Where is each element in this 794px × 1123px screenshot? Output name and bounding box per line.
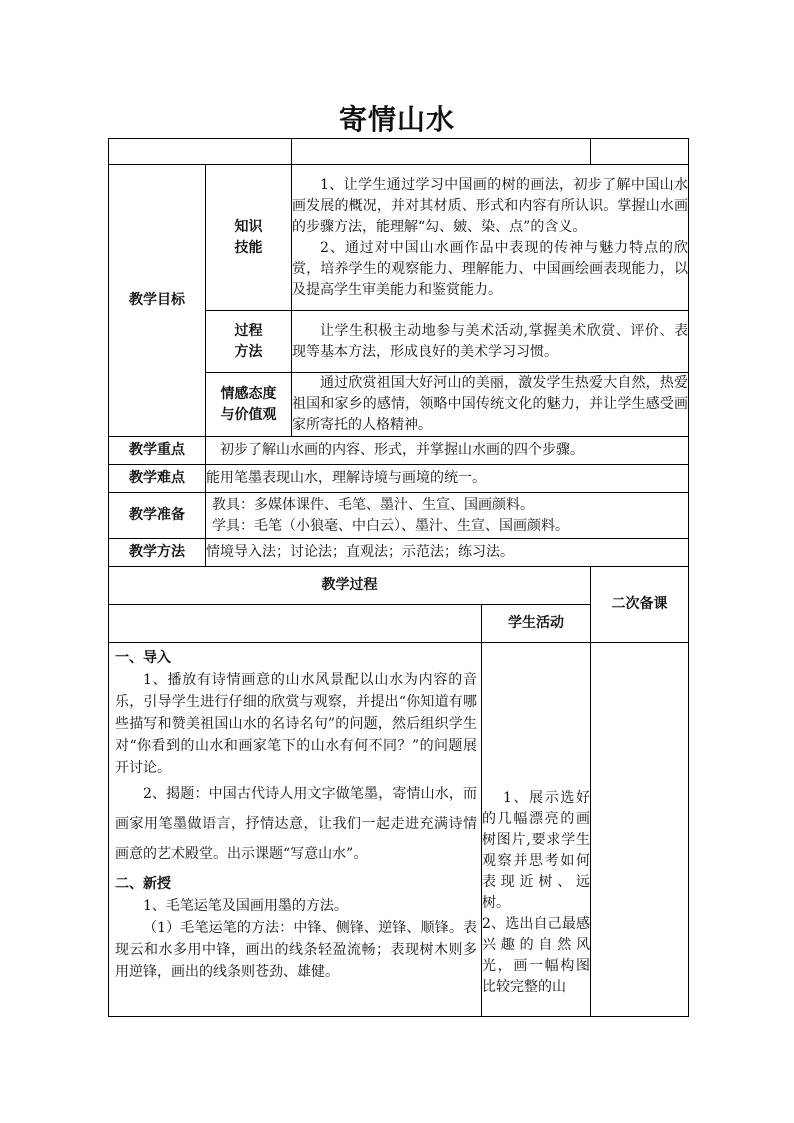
objectives-label: 教学目标 — [109, 165, 206, 437]
methods-row — [109, 539, 689, 567]
emotion-text — [292, 373, 689, 437]
methods-label: 教学方法 — [109, 539, 206, 567]
new-para-1: 1、毛笔运笔及国画用墨的方法。 — [143, 898, 348, 914]
preparation-teacher: 教具：多媒体课件、毛笔、墨汁、生宣、国画颜料。 — [212, 496, 534, 513]
methods-text: 情境导入法；讨论法；直观法；示范法；练习法。 — [206, 539, 689, 567]
section-new-title: 二、新授 — [115, 876, 171, 892]
blank-header-row — [109, 139, 689, 165]
blank-cell — [109, 139, 292, 165]
activity-2: 2、选出自己最感兴趣的自然风光，画一幅构图比较完整的山 — [482, 915, 590, 995]
student-activity-header: 学生活动 — [482, 605, 591, 643]
teaching-process-content — [109, 643, 482, 1017]
emotion-label-line1: 情感态度 — [220, 385, 277, 402]
secondary-prep-header: 二次备课 — [591, 567, 689, 643]
blank-cell — [292, 139, 591, 165]
emotion-para: 通过欣赏祖国大好河山的美丽，激发学生热爱大自然，热爱祖国和家乡的感情，领略中国传统文化的魅力，并让学生感受画家所寄托的人格精神。 — [292, 375, 688, 433]
knowledge-label-line1: 知识 — [234, 218, 263, 235]
process-label — [206, 311, 292, 373]
process-header-row — [109, 567, 689, 605]
knowledge-para-2: 2、通过对中国山水画作品中表现的传神与魅力特点的欣赏，培养学生的观察能力、理解能力、中国画绘画表现能力，以及提高学生审美能力和鉴赏能力。 — [292, 239, 688, 298]
preparation-text — [206, 493, 689, 539]
intro-para-1: 1、播放有诗情画意的山水风景配以山水为内容的音乐，引导学生进行仔细的欣赏与观察，并提出“你知道有哪些描写和赞美祖国山水的名诗名句”的问题，然后组织学生对“你看到的山水和画家笔下的山水有何不同？”的问题展开讨论。 — [115, 672, 477, 776]
objective-knowledge-row — [109, 165, 689, 311]
knowledge-label-line2: 技能 — [234, 239, 263, 256]
preparation-student: 学具：毛笔（小狼毫、中白云）、墨汁、生宣、国画颜料。 — [212, 517, 569, 534]
process-label-line2: 方法 — [234, 343, 263, 360]
difficulties-text: 能用笔墨表现山水，理解诗境与画境的统一。 — [206, 465, 689, 493]
activity-1: 1、展示选好的几幅漂亮的画树图片,要求学生观察并思考如何表现近树、远树。 — [482, 789, 590, 911]
key-points-label: 教学重点 — [109, 437, 206, 465]
preparation-row — [109, 493, 689, 539]
lesson-plan-table — [108, 138, 689, 1017]
key-points-row — [109, 437, 689, 465]
emotion-label-line2: 与价值观 — [220, 406, 277, 423]
blank-cell — [109, 605, 482, 643]
process-text — [292, 311, 689, 373]
process-para: 让学生积极主动地参与美术活动,掌握美术欣赏、评价、表现等基本方法，形成良好的美术学习习惯。 — [292, 322, 688, 360]
student-activity-content — [482, 643, 591, 1017]
difficulties-label: 教学难点 — [109, 465, 206, 493]
key-points-text: 初步了解山水画的内容、形式，并掌握山水画的四个步骤。 — [206, 437, 689, 465]
blank-cell — [591, 139, 689, 165]
emotion-label — [206, 373, 292, 437]
knowledge-para-1: 1、让学生通过学习中国画的树的画法，初步了解中国山水画发展的概况，并对其材质、形式和内容有所认识。掌握山水画的步骤方法，能理解“勾、皴、染、点”的含义。 — [292, 176, 688, 235]
section-intro-title: 一、导入 — [115, 650, 171, 666]
difficulties-row — [109, 465, 689, 493]
document-title: 寄情山水 — [338, 103, 455, 136]
process-body-row — [109, 643, 689, 1017]
intro-para-2: 2、揭题：中国古代诗人用文字做笔墨，寄情山水，而画家用笔墨做语言，抒情达意，让我们一起走进充满诗情画意的艺术殿堂。出示课题“写意山水”。 — [115, 786, 477, 862]
knowledge-label — [206, 165, 292, 311]
process-label-line1: 过程 — [234, 322, 263, 339]
preparation-label: 教学准备 — [109, 493, 206, 539]
secondary-prep-content — [591, 643, 689, 1017]
teaching-process-header: 教学过程 — [109, 567, 591, 605]
new-para-2: （1）毛笔运笔的方法：中锋、侧锋、逆锋、顺锋。表现云和水多用中锋，画出的线条轻盈流畅；表现树木则多用逆锋，画出的线条则苍劲、雄健。 — [115, 920, 477, 980]
knowledge-text — [292, 165, 689, 311]
